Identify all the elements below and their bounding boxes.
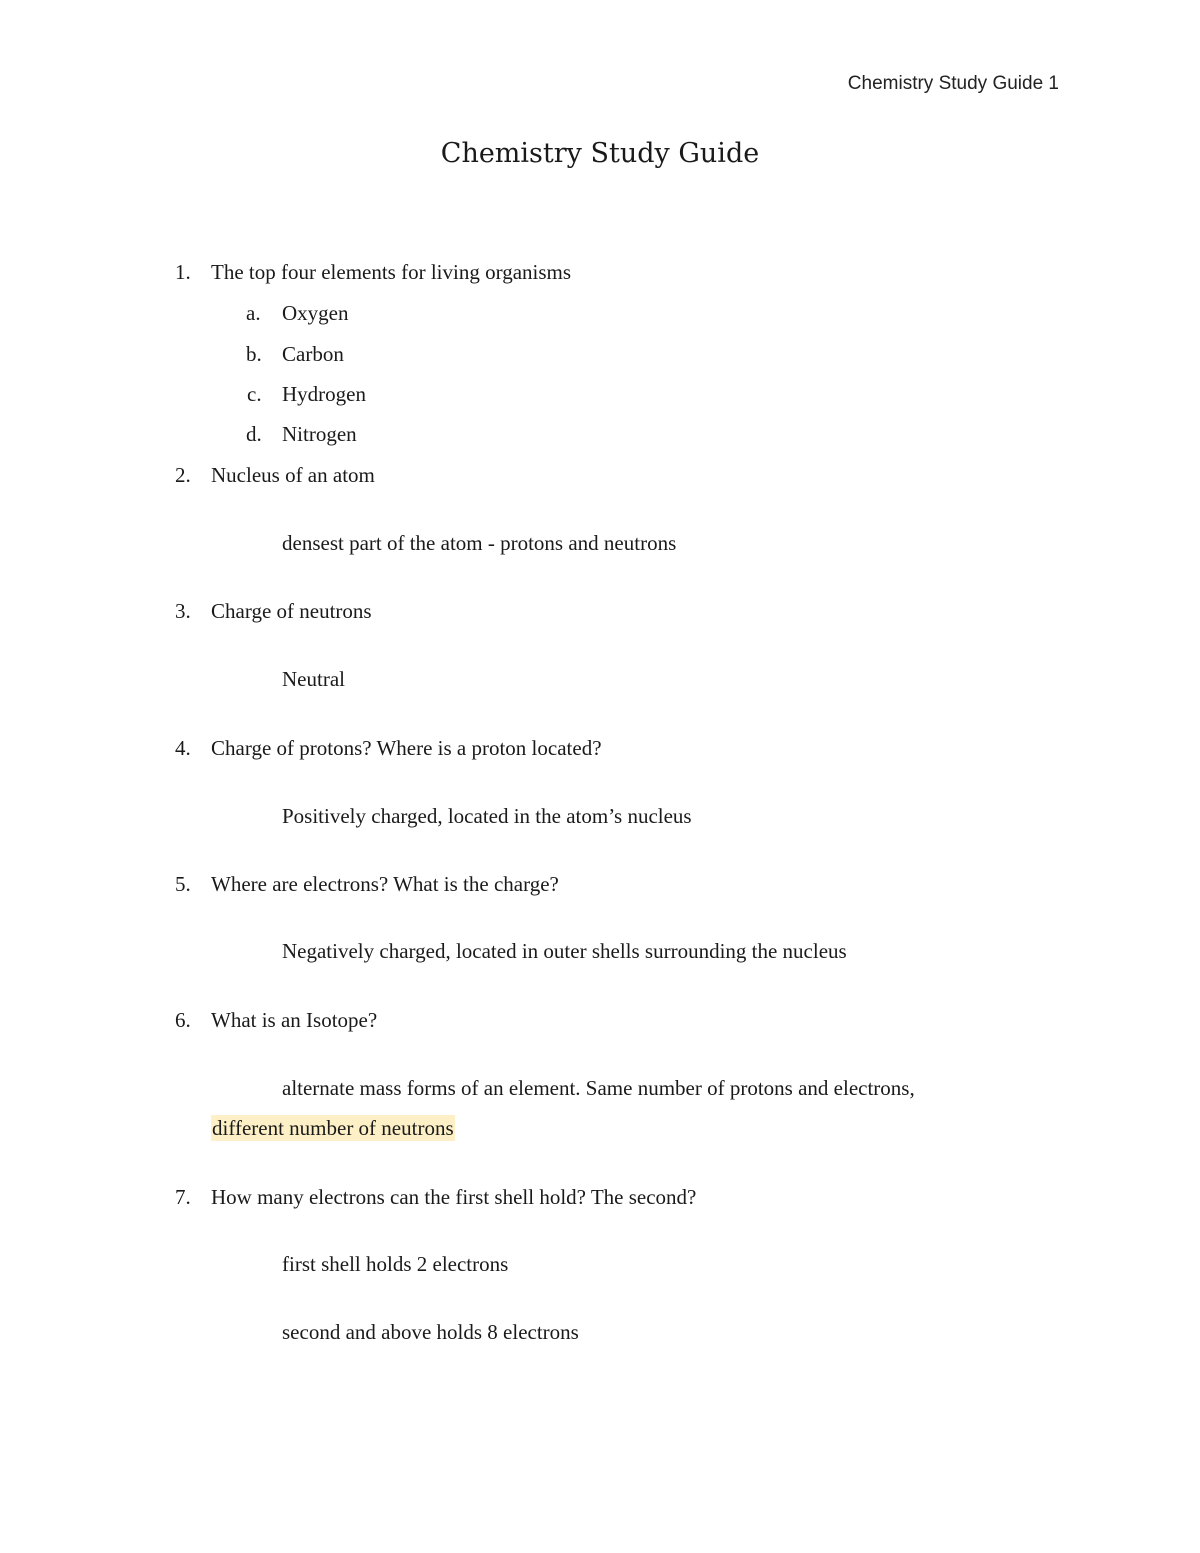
list-item-marker: b. xyxy=(246,342,262,366)
list-item-marker: d. xyxy=(246,422,262,446)
running-head: Chemistry Study Guide 1 xyxy=(847,73,1059,94)
list-item: Nitrogen xyxy=(282,422,357,446)
question-number: 7. xyxy=(175,1185,191,1209)
answer-text: second and above holds 8 electrons xyxy=(282,1320,579,1344)
question-number: 6. xyxy=(175,1008,191,1032)
question-number: 4. xyxy=(175,736,191,760)
question-text: Charge of neutrons xyxy=(211,599,372,623)
list-item-marker: c. xyxy=(247,382,262,406)
answer-text: Neutral xyxy=(282,667,345,691)
answer-text: Negatively charged, located in outer shells surrounding the nucleus xyxy=(282,939,847,963)
page-title: Chemistry Study Guide xyxy=(440,138,760,169)
question-text: Where are electrons? What is the charge? xyxy=(211,872,559,896)
answer-text: densest part of the atom - protons and neutrons xyxy=(282,531,677,555)
question-number: 1. xyxy=(175,260,191,284)
list-item: Oxygen xyxy=(282,301,349,325)
question-text: Nucleus of an atom xyxy=(211,463,375,487)
question-text: How many electrons can the first shell hold? The second? xyxy=(211,1185,697,1209)
question-text: Charge of protons? Where is a proton located? xyxy=(211,736,602,760)
question-text: The top four elements for living organisms xyxy=(211,260,572,284)
answer-text-continued xyxy=(211,1115,455,1141)
answer-text: Positively charged, located in the atom’s nucleus xyxy=(282,804,692,828)
answer-text: first shell holds 2 electrons xyxy=(282,1252,509,1276)
question-number: 2. xyxy=(175,463,191,487)
list-item: Hydrogen xyxy=(282,382,366,406)
question-text: What is an Isotope? xyxy=(211,1008,378,1032)
answer-text: alternate mass forms of an element. Same number of protons and electrons, xyxy=(282,1076,915,1100)
question-number: 3. xyxy=(175,599,191,623)
question-number: 5. xyxy=(175,872,191,896)
list-item-marker: a. xyxy=(246,301,261,325)
highlighted-text: different number of neutrons xyxy=(212,1116,454,1140)
list-item: Carbon xyxy=(282,342,344,366)
